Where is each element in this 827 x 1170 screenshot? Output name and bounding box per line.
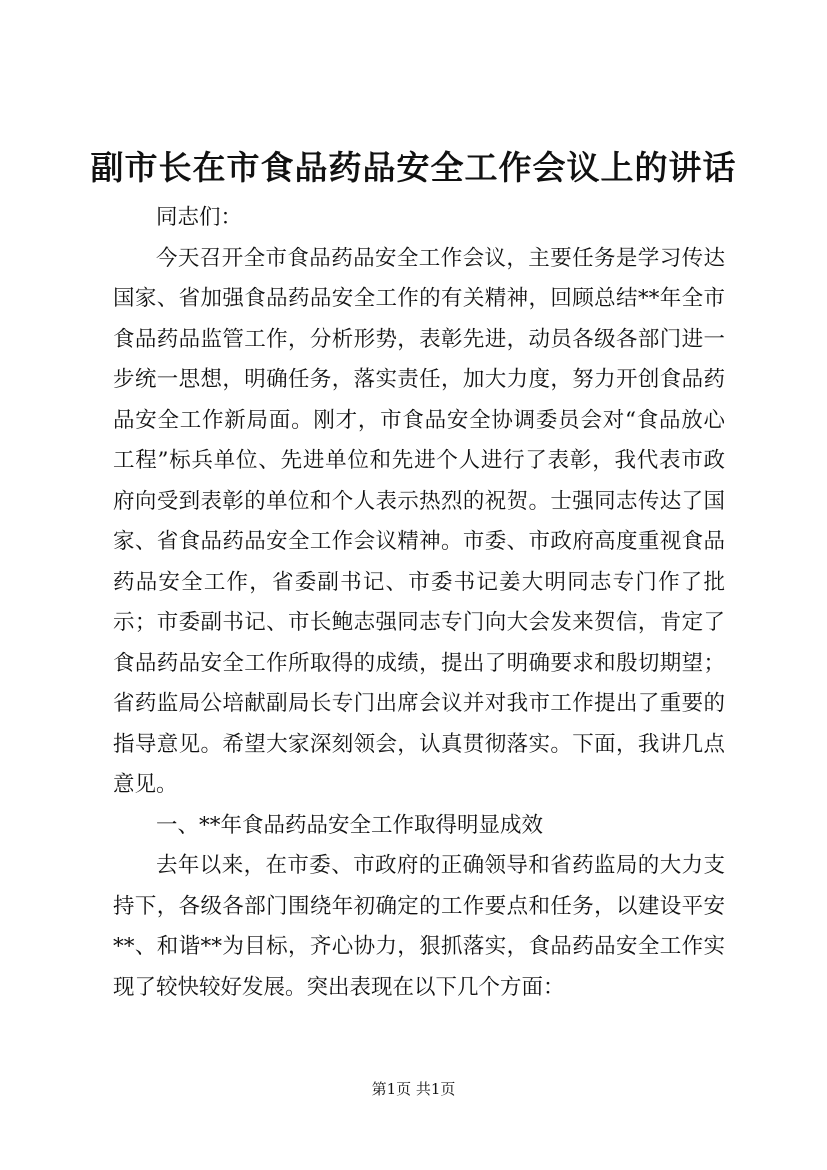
intro-paragraph: 今天召开全市食品药品安全工作会议，主要任务是学习传达国家、省加强食品药品安全工作的有关精神，回顾总结**年全市食品药品监管工作，分析形势，表彰先进，动员各级各部门进一步统一思想，明确任务，落实责任，加大力度，努力开创食品药品安全工作新局面。刚才，市食品安全协调委员会对“食品放心工程”标兵单位、先进单位和先进个人进行了表彰，我代表市政府向受到表彰的单位和个人表示热烈的祝贺。士强同志传达了国家、省食品药品安全工作会议精神。市委、市政府高度重视食品药品安全工作，省委副书记、市委书记姜大明同志专门作了批示；市委副书记、市长鲍志强同志专门向大会发来贺信，肯定了食品药品安全工作所取得的成绩，提出了明确要求和殷切期望；省药监局公培献副局长专门出席会议并对我市工作提出了重要的指导意见。希望大家深刻领会，认真贯彻落实。下面，我讲几点意见。: [113, 245, 725, 797]
section-paragraph: 去年以来，在市委、市政府的正确领导和省药监局的大力支持下，各级各部门围绕年初确定的工作要点和任务，以建设平安**、和谐**为目标，齐心协力，狠抓落实，食品药品安全工作实现了较快较好发展。突出表现在以下几个方面：: [113, 853, 725, 1000]
document-body: [113, 198, 725, 1008]
salutation-paragraph: 同志们：: [156, 205, 243, 230]
page-number-footer: 第1页 共1页: [371, 1080, 456, 1098]
document-title: 副市长在市食品药品安全工作会议上的讲话: [90, 148, 737, 187]
section-heading: 一、**年食品药品安全工作取得明显成效: [156, 812, 544, 838]
